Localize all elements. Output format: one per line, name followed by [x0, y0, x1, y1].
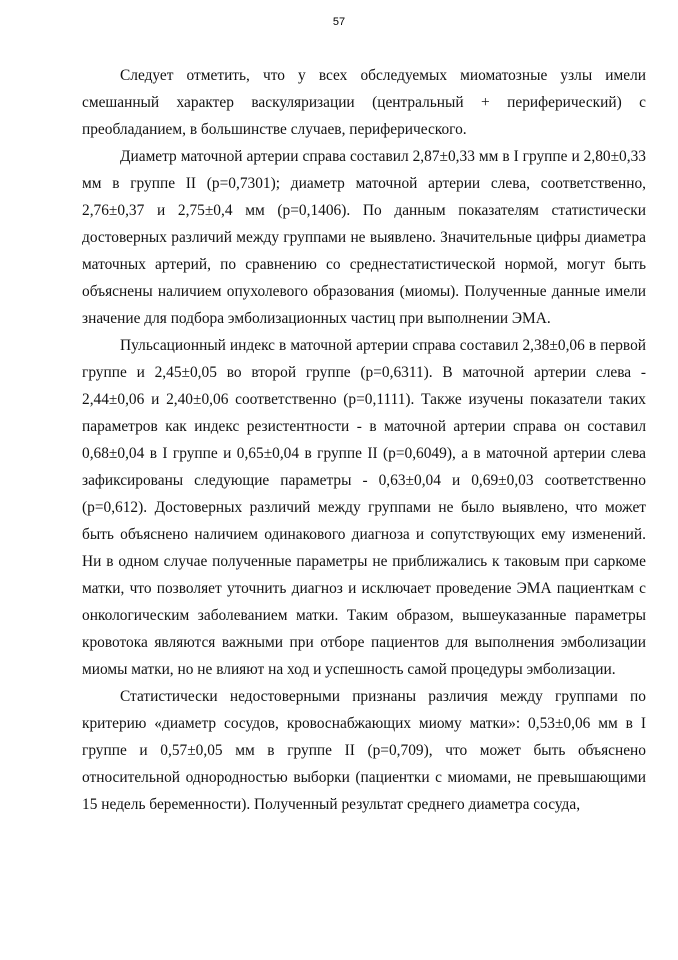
paragraph-vessel-diameter: Статистически недостоверными признаны различия между группами по критерию «диаметр сосудов, кровоснабжающих миому матки»: 0,53±0,06 мм в I группе и 0,57±0,05 мм в группе II (р=0,709), что может быть объяснено относительной однородностью выборки (пациентки с миомами, не превышающими 15 недель беременности). Полученный результат среднего диаметра сосуда, [82, 688, 646, 813]
paragraph-pulsation-index: Пульсационный индекс в маточной артерии справа составил 2,38±0,06 в первой группе и 2,45±0,05 во второй группе (р=0,6311). В маточной артерии слева - 2,44±0,06 и 2,40±0,06 соответственно (р=0,1111). Также изучены показатели таких параметров как индекс резистентности - в маточной артерии справа он составил 0,68±0,04 в I группе и 0,65±0,04 в группе II (р=0,6049), а в маточной артерии слева зафиксированы следующие параметры - 0,63±0,04 и 0,69±0,03 соответственно (р=0,612). Достоверных различий между группами не было выявлено, что может быть объяснено наличием одинакового диагноза и сопутствующих ему изменений. Ни в одном случае полученные параметры не приближались к таковым при саркоме матки, что позволяет уточнить диагноз и исключает проведение ЭМА пациенткам с онкологическим заболеванием матки. Таким образом, вышеуказанные параметры кровотока являются важными при отборе пациентов для выполнения эмболизации миомы матки, но не влияют на ход и успешность самой процедуры эмболизации. [82, 337, 646, 678]
body-text [82, 62, 646, 818]
page-number: 57 [332, 16, 346, 28]
paragraph-artery-diameter: Диаметр маточной артерии справа составил 2,87±0,33 мм в I группе и 2,80±0,33 мм в группе II (р=0,7301); диаметр маточной артерии слева, соответственно, 2,76±0,37 и 2,75±0,4 мм (р=0,1406). По данным показателям статистически достоверных различий между группами не выявлено. Значительные цифры диаметра маточных артерий, по сравнению со среднестатистической нормой, могут быть объяснены наличием опухолевого образования (миомы). Полученные данные имели значение для подбора эмболизационных частиц при выполнении ЭМА. [82, 148, 646, 327]
paragraph-vascularization: Следует отметить, что у всех обследуемых миоматозные узлы имели смешанный характер васкуляризации (центральный + периферический) с преобладанием, в большинстве случаев, периферического. [82, 67, 646, 138]
